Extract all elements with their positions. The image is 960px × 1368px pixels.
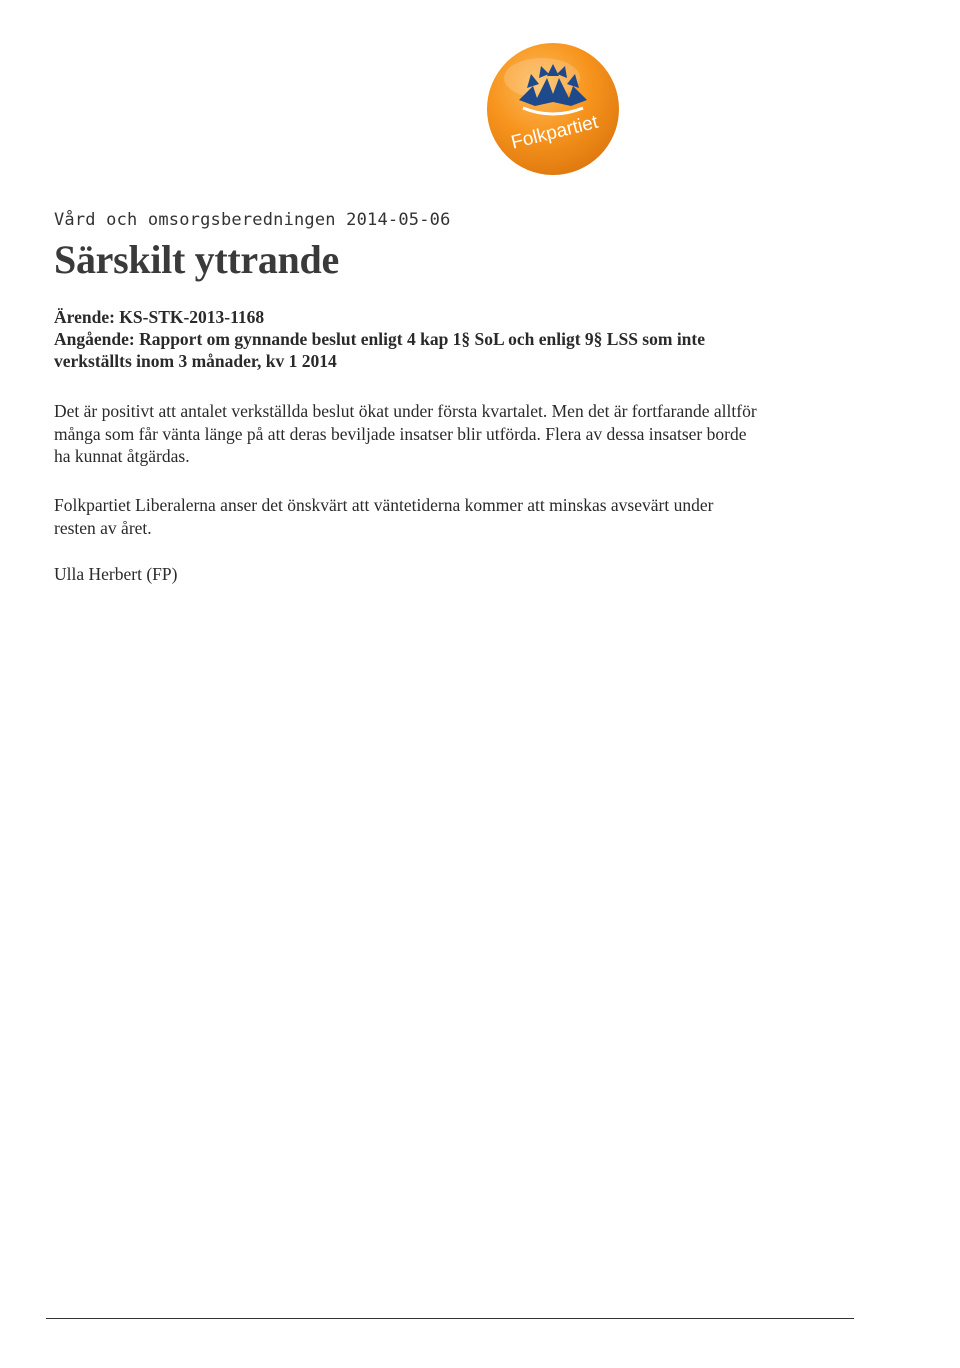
subject-line-continued: verkställts inom 3 månader, kv 1 2014: [54, 351, 337, 371]
signature: Ulla Herbert (FP): [54, 564, 178, 584]
paragraph-1-line-1: Det är positivt att antalet verkställda beslut ökat under första kvartalet. Men det är fortfarande alltför: [54, 401, 757, 421]
footer-divider: [46, 1318, 854, 1319]
paragraph-1: [54, 400, 884, 468]
committee-date-line: Vård och omsorgsberedningen 2014-05-06: [54, 210, 451, 230]
paragraph-1-line-3: ha kunnat åtgärdas.: [54, 446, 190, 466]
paragraph-2: [54, 494, 884, 539]
page-title: Särskilt yttrande: [54, 237, 339, 282]
paragraph-1-line-2: många som får vänta länge på att deras beviljade insatser blir utförda. Flera av dessa insatser borde: [54, 423, 747, 444]
paragraph-2-line-1: Folkpartiet Liberalerna anser det önskvärt att väntetiderna kommer att minskas avsevärt under: [54, 495, 714, 515]
subject-block: [54, 306, 874, 372]
subject-line: Angående: Rapport om gynnande beslut enligt 4 kap 1§ SoL och enligt 9§ LSS som inte: [54, 329, 706, 349]
logo-text: Folkpartiet: [509, 111, 601, 154]
folkpartiet-logo: [484, 40, 622, 178]
case-number: Ärende: KS-STK-2013-1168: [54, 307, 265, 327]
folkpartiet-badge-icon: [484, 40, 622, 178]
paragraph-2-line-2: resten av året.: [54, 517, 152, 538]
